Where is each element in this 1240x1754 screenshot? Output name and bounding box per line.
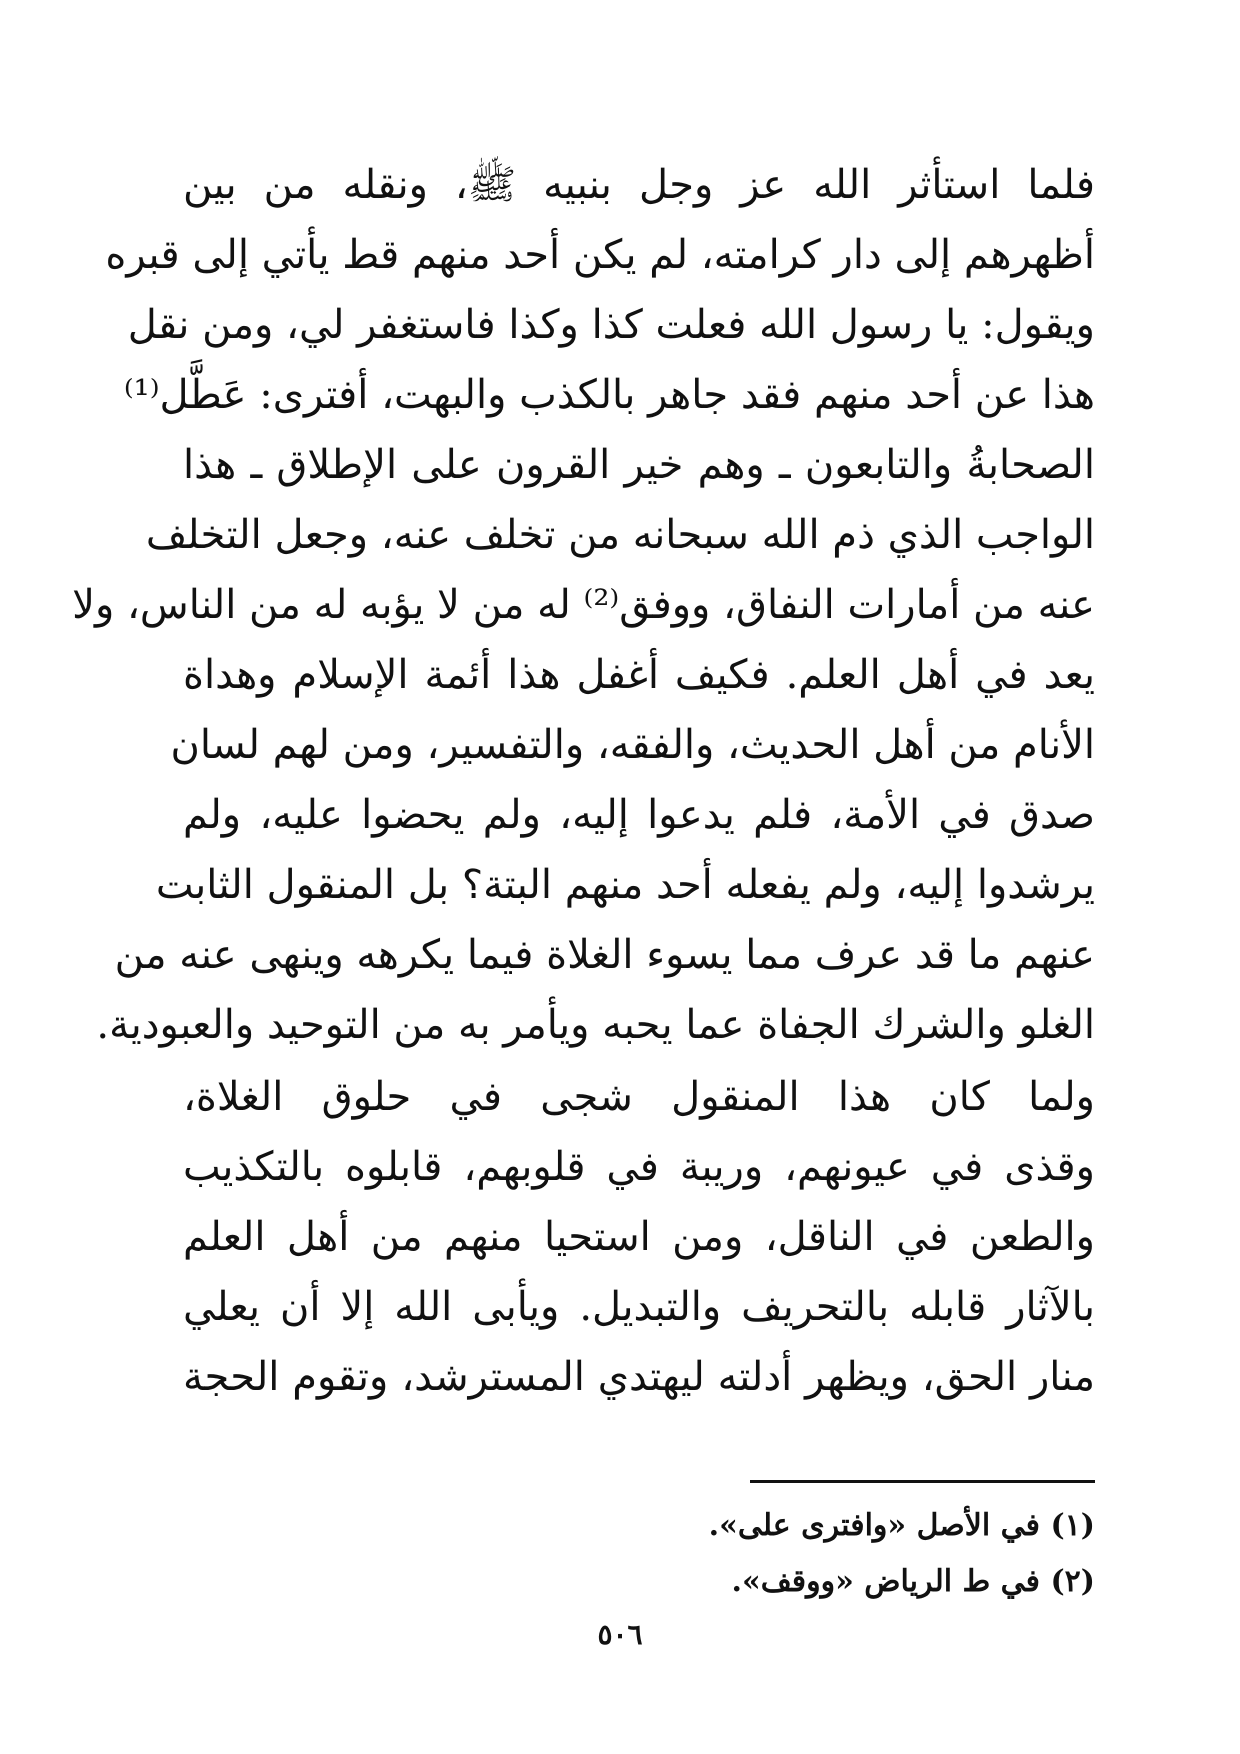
text-line: الصحابةُ والتابعون ـ وهم خير القرون على الإطلاق ـ هذا — [183, 442, 1095, 488]
text-line: ويقول: يا رسول الله فعلت كذا وكذا فاستغفر لي، ومن نقل — [127, 302, 1095, 348]
text-line: والطعن في الناقل، ومن استحيا منهم من أهل العلم — [183, 1214, 1095, 1260]
text-line: هذا عن أحد منهم فقد جاهر بالكذب والبهت، أفترى: عَطَّل⁽¹⁾ — [123, 372, 1095, 418]
page-number: ٥٠٦ — [597, 1618, 643, 1651]
text-line: بالآثار قابله بالتحريف والتبديل. ويأبى الله إلا أن يعلي — [183, 1284, 1095, 1330]
text-line: فلما استأثر الله عز وجل بنبيه ﷺ، ونقله من بين — [183, 162, 1095, 208]
text-line: منار الحق، ويظهر أدلته ليهتدي المسترشد، وتقوم الحجة — [183, 1354, 1095, 1400]
text-line: عنه من أمارات النفاق، ووفق⁽²⁾ له من لا يؤبه له من الناس، ولا — [72, 582, 1095, 628]
text-line: الغلو والشرك الجفاة عما يحبه ويأمر به من التوحيد والعبودية. — [96, 1002, 1095, 1048]
footnote-separator — [750, 1480, 1095, 1483]
text-line: الواجب الذي ذم الله سبحانه من تخلف عنه، وجعل التخلف — [145, 512, 1095, 558]
body-paragraph-1 — [72, 150, 1095, 1060]
text-line: صدق في الأمة، فلم يدعوا إليه، ولم يحضوا عليه، ولم — [183, 792, 1095, 838]
footnote-2: (٢) في ط الرياض «ووقف». — [731, 1564, 1095, 1599]
footnote-1: (١) في الأصل «وافترى على». — [708, 1508, 1095, 1543]
text-line: يعد في أهل العلم. فكيف أغفل هذا أئمة الإسلام وهداة — [183, 652, 1095, 698]
footnotes — [600, 1498, 1095, 1610]
body-paragraph-2 — [183, 1062, 1095, 1412]
text-line: عنهم ما قد عرف مما يسوء الغلاة فيما يكرهه وينهى عنه من — [114, 932, 1095, 978]
text-line: الأنام من أهل الحديث، والفقه، والتفسير، ومن لهم لسان — [170, 722, 1095, 768]
text-line: أظهرهم إلى دار كرامته، لم يكن أحد منهم قط يأتي إلى قبره — [105, 232, 1095, 278]
text-line: ولما كان هذا المنقول شجى في حلوق الغلاة، — [183, 1074, 1095, 1120]
text-line: يرشدوا إليه، ولم يفعله أحد منهم البتة؟ بل المنقول الثابت — [155, 862, 1095, 908]
text-line: وقذى في عيونهم، وريبة في قلوبهم، قابلوه بالتكذيب — [183, 1144, 1095, 1190]
